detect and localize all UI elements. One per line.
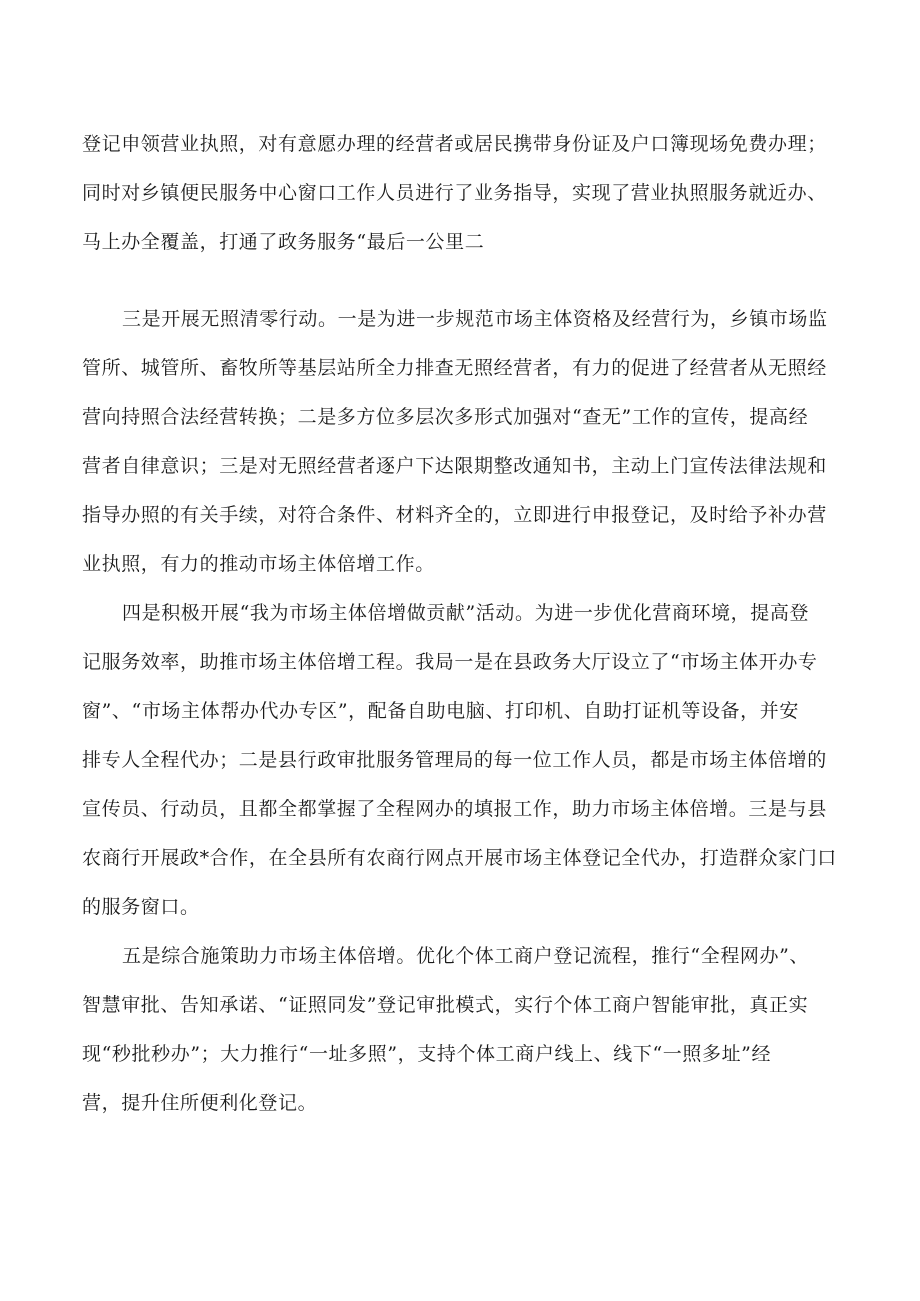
paragraph-2-line-5: 指导办照的有关手续，对符合条件、材料齐全的，立即进行申报登记，及时给予补办营: [82, 504, 827, 526]
paragraph-3-line-6: 农商行开展政*合作，在全县所有农商行网点开展市场主体登记全代办，打造群众家门口: [82, 847, 837, 869]
paragraph-3-line-3: 窗”、“市场主体帮办代办专区”，配备自助电脑、打印机、自助打证机等设备，并安: [82, 700, 799, 722]
paragraph-2-line-4: 营者自律意识；三是对无照经营者逐户下达限期整改通知书，主动上门宣传法律法规和: [82, 455, 827, 477]
paragraph-4-line-1: 五是综合施策助力市场主体倍增。优化个体工商户登记流程，推行“全程网办”、: [122, 945, 810, 967]
paragraph-1-line-1: 登记申领营业执照，对有意愿办理的经营者或居民携带身份证及户口簿现场免费办理；: [82, 133, 827, 155]
paragraph-1-line-2: 同时对乡镇便民服务中心窗口工作人员进行了业务指导，实现了营业执照服务就近办、: [82, 182, 827, 204]
paragraph-2-line-2: 管所、城管所、畜牧所等基层站所全力排查无照经营者，有力的促进了经营者从无照经: [82, 357, 827, 379]
paragraph-3-line-2: 记服务效率，助推市场主体倍增工程。我局一是在县政务大厅设立了“市场主体开办专: [82, 651, 818, 673]
paragraph-2-line-3: 营向持照合法经营转换；二是多方位多层次多形式加强对“查无”工作的宣传，提高经: [82, 406, 809, 428]
paragraph-3-line-5: 宣传员、行动员，且都全都掌握了全程网办的填报工作，助力市场主体倍增。三是与县: [82, 798, 827, 820]
paragraph-4-line-2: 智慧审批、告知承诺、“证照同发”登记审批模式，实行个体工商户智能审批，真正实: [82, 994, 809, 1016]
paragraph-1-line-3: 马上办全覆盖，打通了政务服务“最后一公里二: [82, 231, 485, 253]
paragraph-2-line-6: 业执照，有力的推动市场主体倍增工作。: [82, 553, 435, 575]
paragraph-4-line-4: 营，提升住所便利化登记。: [82, 1092, 318, 1114]
paragraph-3-line-4: 排专人全程代办；二是县行政审批服务管理局的每一位工作人员，都是市场主体倍增的: [82, 749, 827, 771]
paragraph-3-line-1: 四是积极开展“我为市场主体倍增做贡献”活动。为进一步优化营商环境，提高登: [122, 602, 810, 624]
paragraph-3-line-7: 的服务窗口。: [82, 896, 200, 918]
paragraph-4-line-3: 现“秒批秒办”；大力推行“一址多照”，支持个体工商户线上、线下“一照多址”经: [82, 1043, 772, 1065]
paragraph-2-line-1: 三是开展无照清零行动。一是为进一步规范市场主体资格及经营行为，乡镇市场监: [122, 308, 828, 330]
